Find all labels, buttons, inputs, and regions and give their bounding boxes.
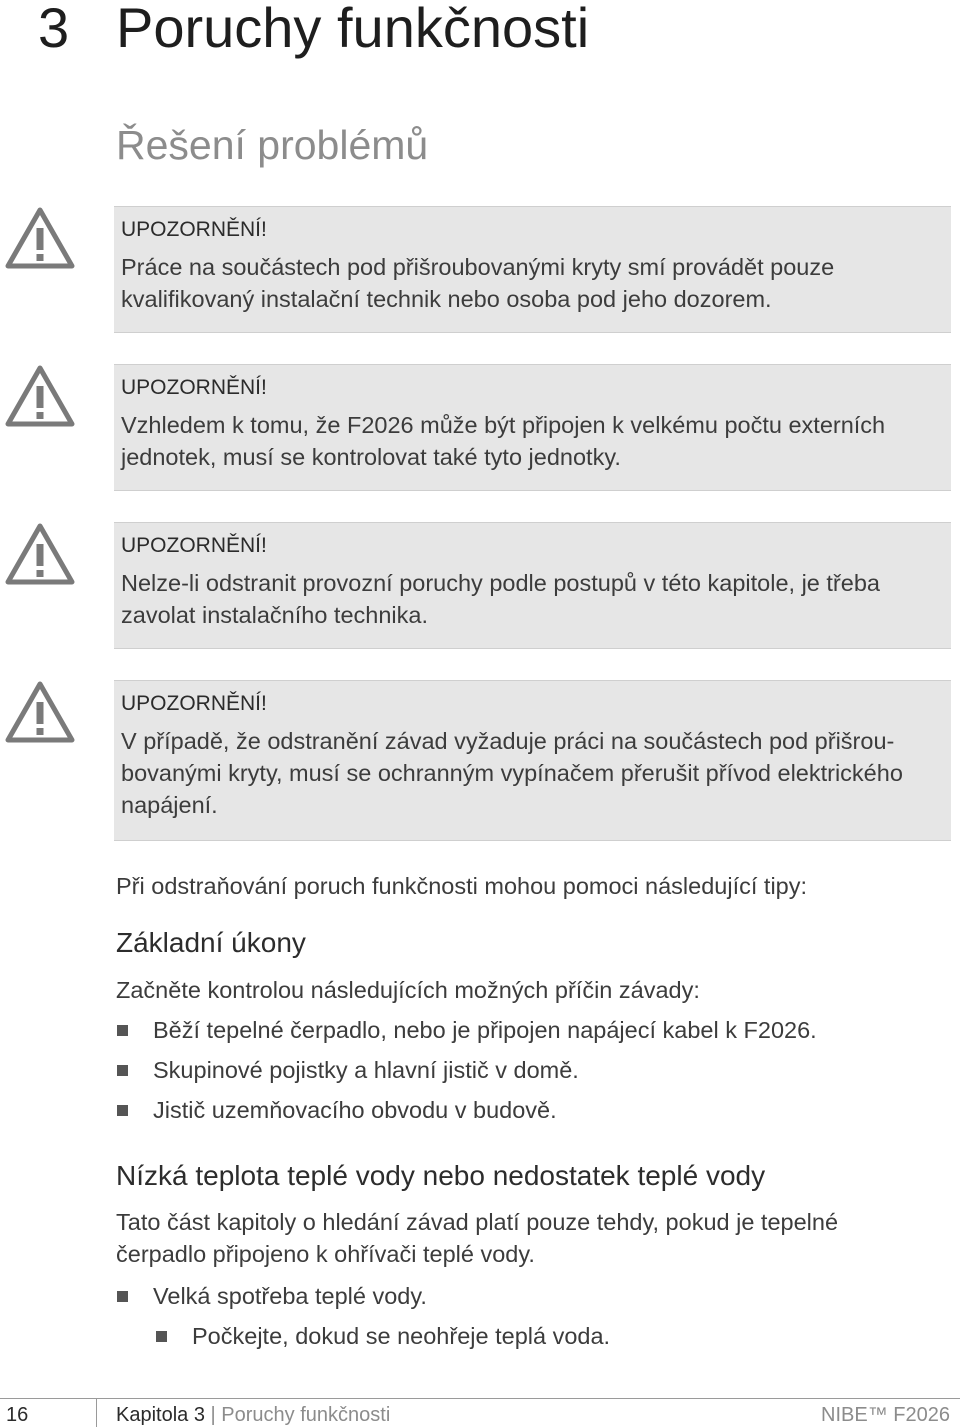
footer-rule: [0, 1398, 960, 1399]
warning-label: UPOZORNĚNÍ!: [121, 692, 267, 715]
warning-text: Vzhledem k tomu, že F2026 může být připojen k velkému počtu externích jednotek, musí se kontrolovat také tyto jednotky.: [121, 412, 886, 470]
hotwater-heading: Nízká teplota teplé vody nebo nedostatek teplé vody: [116, 1160, 766, 1191]
warning-triangle-icon: [5, 522, 75, 586]
bullet-square-icon: [156, 1331, 167, 1342]
list-item-text: Běží tepelné čerpadlo, nebo je připojen napájecí kabel k F2026.: [153, 1017, 817, 1043]
list-item: [153, 1054, 579, 1086]
warning-box-4: [114, 680, 951, 841]
section-title: Řešení problémů: [116, 122, 429, 168]
basic-heading: Základní úkony: [116, 927, 306, 958]
warning-triangle-icon: [5, 680, 75, 744]
sub-list-item: [192, 1320, 610, 1352]
list-item-text: Skupinové pojistky a hlavní jistič v domě.: [153, 1057, 579, 1083]
bullet-square-icon: [117, 1105, 128, 1116]
list-item: [153, 1014, 817, 1046]
footer-chapter-label: Kapitola 3: [116, 1404, 205, 1426]
chapter-heading: [38, 0, 589, 60]
footer-chapter: [116, 1403, 390, 1427]
hotwater-lead: Tato část kapitoly o hledání závad platí pouze tehdy, pokud je tepelné čerpadlo připojeno k ohřívači teplé vody.: [116, 1209, 839, 1267]
warning-text: V případě, že odstranění závad vyžaduje práci na součástech pod přišrou- bovanými kryty, musí se ochranným vypínačem přerušit přívod elektrického napájení.: [121, 728, 903, 818]
warning-box-1: [114, 206, 951, 333]
warning-label: UPOZORNĚNÍ!: [121, 376, 267, 399]
intro-text: Při odstraňování poruch funkčnosti mohou pomoci následující tipy:: [116, 873, 808, 899]
bullet-square-icon: [117, 1291, 128, 1302]
page-number: 16: [6, 1404, 29, 1426]
warning-label: UPOZORNĚNÍ!: [121, 218, 267, 241]
warning-triangle-icon: [5, 364, 75, 428]
bullet-square-icon: [117, 1065, 128, 1076]
warning-text: Nelze-li odstranit provozní poruchy podle postupů v této kapitole, je třeba zavolat instalačního technika.: [121, 570, 880, 628]
footer-divider: [96, 1398, 97, 1427]
warning-box-3: [114, 522, 951, 649]
chapter-title: Poruchy funkčnosti: [116, 0, 590, 59]
list-item-text: Jistič uzemňovacího obvodu v budově.: [153, 1097, 557, 1123]
footer-separator: |: [210, 1404, 216, 1426]
warning-label: UPOZORNĚNÍ!: [121, 534, 267, 557]
warning-box-2: [114, 364, 951, 491]
footer-chapter-title: Poruchy funkčnosti: [221, 1404, 391, 1426]
list-item-text: Velká spotřeba teplé vody.: [153, 1283, 427, 1309]
list-item-text: Počkejte, dokud se neohřeje teplá voda.: [192, 1323, 611, 1349]
footer-product: NIBE™ F2026: [821, 1404, 950, 1426]
list-item: [153, 1280, 427, 1312]
warning-triangle-icon: [5, 206, 75, 270]
bullet-square-icon: [117, 1025, 128, 1036]
list-item: [153, 1094, 557, 1126]
chapter-number: 3: [38, 0, 70, 59]
basic-lead: Začněte kontrolou následujících možných příčin závady:: [116, 977, 700, 1003]
warning-text: Práce na součástech pod přišroubovanými kryty smí provádět pouze kvalifikovaný instalační technik nebo osoba pod jeho dozorem.: [121, 254, 835, 312]
